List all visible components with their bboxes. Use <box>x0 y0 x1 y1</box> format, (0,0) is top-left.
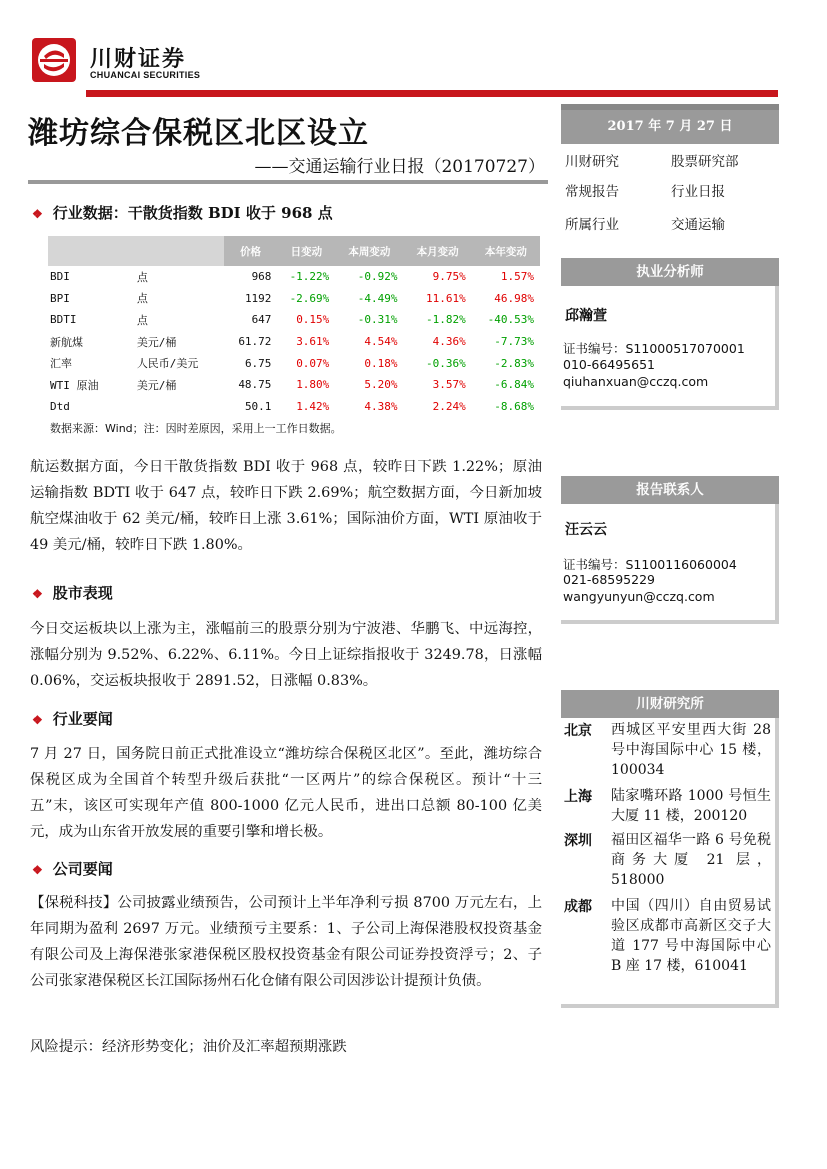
row-price-cell: 6.75 <box>244 356 272 370</box>
diamond-bullet-icon: ❖ <box>32 207 43 221</box>
section-title: 公司要闻 <box>52 860 113 878</box>
paragraph-industry-news: 7 月 27 日，国务院日前正式批准设立“潍坊综合保税区北区”。至此，潍坊综合保税区成为全国首个转型升级后获批“一区两片”的综合保税区。预计“十三五”末，该区可实现年产值 800-1000 亿元人民币，进出口总额 80-100 亿美元，成为山东省开放发展的重要引擎和增长极。 <box>30 746 542 840</box>
contact-cert: 证书编号：S1100116060004 <box>563 557 737 572</box>
table-row <box>48 309 540 331</box>
table-row <box>48 288 540 310</box>
section-industry-data <box>32 202 333 223</box>
row-year-change-cell: 46.98% <box>494 291 534 305</box>
section-stock-market <box>32 582 113 603</box>
office-city: 上海 <box>564 789 592 805</box>
row-day-change-cell: -1.22% <box>289 270 330 284</box>
brand-name-en: CHUANCAI SECURITIES <box>90 70 201 80</box>
row-year-change-cell: 1.57% <box>500 270 534 284</box>
table-row <box>48 352 540 374</box>
row-unit-cell: 点 <box>136 313 148 327</box>
row-day-change-cell: 0.15% <box>296 313 330 327</box>
table-row <box>48 266 540 288</box>
row-unit-cell: 点 <box>136 292 148 306</box>
row-week-change-cell: -0.92% <box>357 270 398 284</box>
row-month-change-cell: 4.36% <box>432 335 466 349</box>
row-name-cell: BDI <box>50 270 70 284</box>
diamond-bullet-icon: ❖ <box>32 587 43 601</box>
row-month-change-cell: -0.36% <box>425 356 466 370</box>
row-unit-cell: 美元/桶 <box>136 335 177 349</box>
row-day-change-cell: 1.42% <box>296 399 330 413</box>
row-unit-cell: 人民币/美元 <box>136 357 199 371</box>
row-year-change-cell: -6.84% <box>494 378 534 392</box>
row-day-change-cell: 1.80% <box>296 378 330 392</box>
office-address: 福田区福华一路 6 号免税商务大厦 21 层，518000 <box>611 832 771 888</box>
meta-value: 交通运输 <box>671 217 725 233</box>
brand-name-cn: 川财证券 <box>90 47 187 72</box>
office-address: 西城区平安里西大街 28 号中海国际中心 15 楼，100034 <box>611 722 771 778</box>
paragraph-company-news: 【保税科技】公司披露业绩预告，公司预计上半年净利亏损 8700 万元左右，上年同期为盈利 2697 万元。业绩预亏主要系：1、子公司上海保港股权投资基金有限公司及上海保港张家港保税区股权投资基金有限公司证券投资浮亏；2、子公司张家港保税区长江国际扬州石化仓储有限公司因涉讼计提预计负债。 <box>30 895 542 989</box>
row-week-change-cell: -0.31% <box>357 313 398 327</box>
row-day-change-cell: 3.61% <box>296 335 330 349</box>
table-header-blank <box>48 236 135 266</box>
table-header-row <box>48 236 540 266</box>
contact-name: 汪云云 <box>565 522 607 538</box>
row-price-cell: 1192 <box>244 291 272 305</box>
row-month-change-cell: 11.61% <box>425 291 466 305</box>
table-row <box>48 331 540 353</box>
market-data-table <box>48 236 540 417</box>
title-rule <box>28 180 548 184</box>
contact-header: 报告联系人 <box>561 476 779 504</box>
row-name-cell: 新航煤 <box>50 335 83 349</box>
analyst-phone: 010-66495651 <box>563 357 655 372</box>
row-week-change-cell: 4.54% <box>364 335 398 349</box>
section-title: 行业要闻 <box>52 710 113 728</box>
analyst-email: qiuhanxuan@cczq.com <box>563 374 709 389</box>
row-name-cell: WTI 原油 <box>50 378 99 392</box>
section-title: 行业数据：干散货指数 BDI 收于 968 点 <box>52 204 333 222</box>
meta-key: 所属行业 <box>565 217 619 233</box>
row-unit-cell: 美元/桶 <box>136 378 177 392</box>
row-month-change-cell: 2.24% <box>432 399 466 413</box>
meta-key: 常规报告 <box>565 184 619 200</box>
row-price-cell: 61.72 <box>238 335 272 349</box>
meta-value: 行业日报 <box>671 184 725 200</box>
diamond-bullet-icon: ❖ <box>32 713 43 727</box>
analyst-header: 执业分析师 <box>561 258 779 286</box>
row-name-cell: Dtd <box>50 399 70 413</box>
table-header-cell: 本周变动 <box>335 236 403 266</box>
row-day-change-cell: 0.07% <box>296 356 330 370</box>
analyst-cert: 证书编号：S1100051707000​1 <box>563 341 745 356</box>
table-header-cell: 本月变动 <box>404 236 472 266</box>
table-header-blank <box>135 236 224 266</box>
office-city: 深圳 <box>564 833 592 849</box>
row-month-change-cell: 3.57% <box>432 378 466 392</box>
diamond-bullet-icon: ❖ <box>32 863 43 877</box>
row-year-change-cell: -40.53% <box>487 313 534 327</box>
row-unit-cell: 点 <box>136 270 148 284</box>
row-year-change-cell: -7.73% <box>494 335 534 349</box>
report-subtitle: ——交通运输行业日报（20170727） <box>254 157 545 177</box>
table-header-cell: 本年变动 <box>472 236 540 266</box>
table-header-cell: 日变动 <box>277 236 335 266</box>
row-price-cell: 50.1 <box>244 399 272 413</box>
report-title: 潍坊综合保税区北区设立 <box>28 116 369 151</box>
analyst-name: 邱瀚萱 <box>565 308 607 324</box>
section-company-news <box>32 858 113 879</box>
row-day-change-cell: -2.69% <box>289 291 330 305</box>
row-week-change-cell: 4.38% <box>364 399 398 413</box>
report-date: 2017 年 7 月 27 日 <box>561 110 779 144</box>
row-name-cell: BDTI <box>50 313 77 327</box>
table-row <box>48 396 540 418</box>
table-row <box>48 374 540 396</box>
row-week-change-cell: 5.20% <box>364 378 398 392</box>
row-month-change-cell: -1.82% <box>425 313 466 327</box>
row-week-change-cell: 0.18% <box>364 356 398 370</box>
office-city: 北京 <box>564 723 592 739</box>
table-header-cell: 价格 <box>224 236 278 266</box>
office-address: 陆家嘴环路 1000 号恒生大厦 11 楼，200120 <box>611 788 771 824</box>
row-price-cell: 968 <box>251 270 272 284</box>
table-source-note: 数据来源：Wind；注：因时差原因，采用上一工作日数据。 <box>50 422 342 435</box>
meta-value: 股票研究部 <box>671 154 739 170</box>
row-year-change-cell: -8.68% <box>494 399 534 413</box>
row-month-change-cell: 9.75% <box>432 270 466 284</box>
paragraph-shipping-data: 航运数据方面，今日干散货指数 BDI 收于 968 点，较昨日下跌 1.22%；原油运输指数 BDTI 收于 647 点，较昨日下跌 2.69%；航空数据方面，今日新加坡航空煤油收于 62 美元/桶，较昨日上涨 3.61%；国际油价方面，WTI 原油收于 49 美元/桶，较昨日下跌 1.80%。 <box>30 459 542 553</box>
row-price-cell: 647 <box>251 313 272 327</box>
contact-phone: 021-68595229 <box>563 572 655 587</box>
risk-notice: 风险提示：经济形势变化；油价及汇率超预期涨跌 <box>30 1039 347 1055</box>
section-title: 股市表现 <box>52 584 113 602</box>
office-city: 成都 <box>564 899 592 915</box>
meta-key: 川财研究 <box>565 154 619 170</box>
row-name-cell: BPI <box>50 291 70 305</box>
chuancai-logo-icon <box>32 38 76 82</box>
row-week-change-cell: -4.49% <box>357 291 398 305</box>
row-year-change-cell: -2.83% <box>494 356 534 370</box>
paragraph-stock-performance: 今日交运板块以上涨为主，涨幅前三的股票分别为宁波港、华鹏飞、中远海控，涨幅分别为 9.52%、6.22%、6.11%。今日上证综指报收于 3249.78，日涨幅 0.06%，交运板块报收于 2891.52，日涨幅 0.83%。 <box>30 621 542 689</box>
office-address: 中国（四川）自由贸易试验区成都市高新区交子大道 177 号中海国际中心 B 座 17 楼，610041 <box>611 898 771 974</box>
row-unit-cell <box>135 396 224 418</box>
section-industry-news <box>32 708 113 729</box>
institute-header: 川财研究所 <box>561 690 779 718</box>
row-name-cell: 汇率 <box>50 357 72 371</box>
contact-email: wangyunyun@cczq.com <box>563 589 715 604</box>
row-price-cell: 48.75 <box>238 378 272 392</box>
header-rule <box>86 90 778 97</box>
